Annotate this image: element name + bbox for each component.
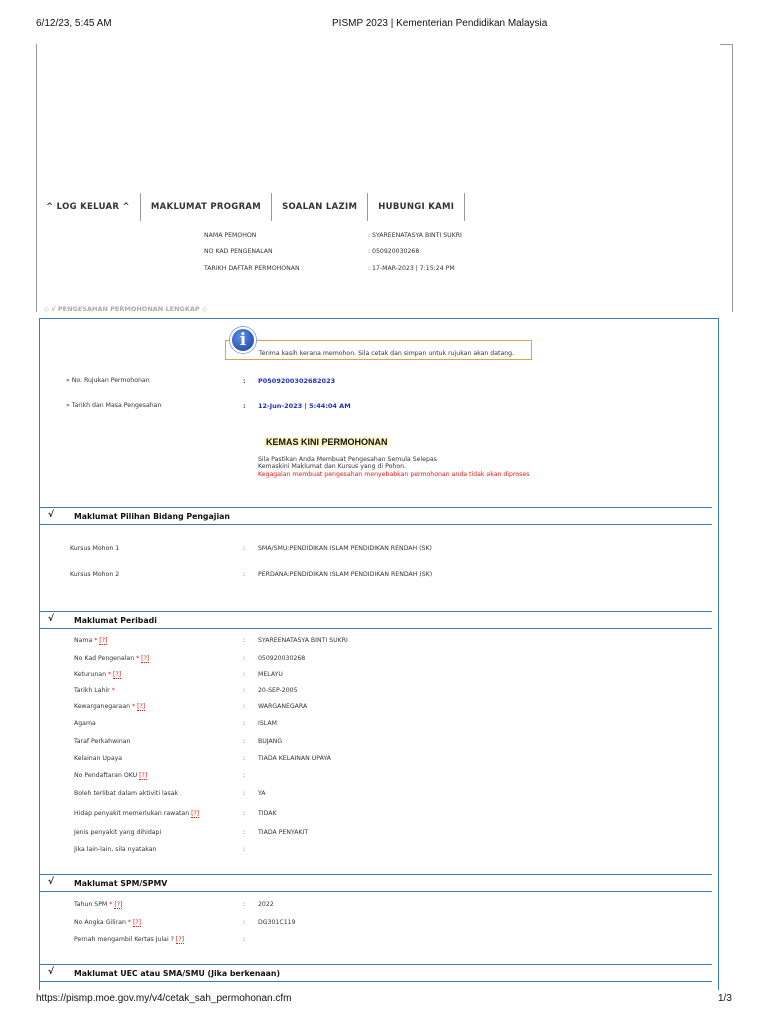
section-title: Maklumat Peribadi — [74, 616, 157, 625]
reference-number: P0509200302682023 — [258, 377, 336, 385]
applicant-ic-label: NO KAD PENGENALAN — [204, 248, 273, 255]
confirm-date-colon: : — [243, 402, 246, 410]
print-page-number: 1/3 — [718, 993, 732, 1004]
print-datetime: 6/12/23, 5:45 AM — [36, 18, 112, 29]
colon: : — [243, 687, 246, 694]
citizenship-label: Kewarganegaraan * [?] — [74, 703, 146, 710]
faq-link[interactable]: SOALAN LAZIM — [272, 193, 368, 221]
info-icon: i — [230, 327, 256, 353]
frame-top-border — [720, 44, 733, 45]
program-info-link[interactable]: MAKLUMAT PROGRAM — [141, 193, 272, 221]
colon: : — [243, 810, 246, 817]
colon: : — [243, 637, 246, 644]
race-value: MELAYU — [258, 671, 283, 678]
confirmation-heading: ◇ √ PENGESAHAN PERMOHONAN LENGKAP ◇ — [44, 305, 207, 313]
disability-value: TIADA KELAINAN UPAYA — [258, 755, 331, 762]
colon: : — [243, 738, 246, 745]
disability-label: Kelainan Upaya — [74, 755, 123, 762]
colon: : — [243, 755, 246, 762]
help-link[interactable]: [?] — [113, 671, 122, 678]
spm-year-value: 2022 — [258, 901, 274, 908]
applicant-name-label: NAMA PEMOHON — [204, 232, 257, 239]
applicant-name-value: : SYAREENATASYA BINTI SUKRI — [368, 232, 462, 239]
confirm-date-value: 12-Jun-2023 | 5:44:04 AM — [258, 402, 351, 410]
section-title: Maklumat UEC atau SMA/SMU (Jika berkenaan) — [74, 969, 281, 978]
section-title: Maklumat SPM/SPMV — [74, 879, 168, 888]
colon: : — [243, 919, 246, 926]
rugged-activity-label: Boleh terlibat dalam aktiviti lasak — [74, 790, 179, 797]
colon: : — [243, 901, 246, 908]
reference-colon: : — [243, 377, 246, 385]
name-label: Nama * [?] — [74, 637, 108, 644]
july-paper-label: Pernah mengambil Kertas Julai ? [?] — [74, 936, 185, 943]
thank-you-notice: Terima kasih kerana memohon. Sila cetak dan simpan untuk rujukan akan datang. — [225, 340, 532, 360]
reference-label: » No. Rujukan Permohonan — [66, 377, 150, 384]
ic-label: No Kad Pengenalan * [?] — [74, 655, 150, 662]
race-label: Keturunan * [?] — [74, 671, 122, 678]
help-link[interactable]: [?] — [99, 637, 108, 644]
index-number-value: DG301C119 — [258, 919, 296, 926]
ic-value: 050920030268 — [258, 655, 306, 662]
colon: : — [243, 772, 246, 779]
oku-label: No Pendaftaran OKU [?] — [74, 772, 148, 779]
confirm-date-label: » Tarikh dan Masa Pengesahan — [66, 402, 162, 409]
logout-link[interactable]: ^ LOG KELUAR ^ — [40, 193, 141, 221]
check-icon: √ — [48, 614, 55, 624]
update-warning: Kegagalan membuat pengesahan menyebabkan permohonan anda tidak akan diproses — [258, 471, 530, 478]
course-2-value: PERDANA:PENDIDIKAN ISLAM PENDIDIKAN RENDAH (SK) — [258, 571, 433, 578]
section-field-of-study — [40, 507, 712, 525]
check-icon: √ — [48, 510, 55, 520]
citizenship-value: WARGANEGARA — [258, 703, 308, 710]
section-personal — [40, 611, 712, 629]
disease-type-value: TIADA PENYAKIT — [258, 829, 309, 836]
help-link[interactable]: [?] — [141, 655, 150, 662]
register-date-label: TARIKH DAFTAR PERMOHONAN — [204, 265, 300, 272]
help-link[interactable]: [?] — [191, 810, 200, 817]
section-title: Maklumat Pilihan Bidang Pengajian — [74, 512, 230, 521]
disease-type-label: Jenis penyakit yang dihidapi — [74, 829, 162, 836]
section-spm — [40, 874, 712, 892]
section-uec — [40, 964, 712, 982]
contact-link[interactable]: HUBUNGI KAMI — [368, 193, 465, 221]
update-line-1: Sila Pastikan Anda Membuat Pengesahan Semula Selepas — [258, 456, 437, 463]
help-link[interactable]: [?] — [114, 901, 123, 908]
course-1-value: SMA/SMU:PENDIDIKAN ISLAM PENDIDIKAN RENDAH (SK) — [258, 545, 432, 552]
course-1-colon: : — [243, 545, 246, 552]
religion-value: ISLAM — [258, 720, 277, 727]
update-application-button[interactable]: KEMAS KINI PERMOHONAN — [266, 437, 388, 447]
illness-value: TIDAK — [258, 810, 277, 817]
colon: : — [243, 846, 246, 853]
update-line-2: Kemaskini Maklumat dan Kursus yang di Pohon. — [258, 463, 407, 470]
illness-label: Hidap penyakit memerlukan rawatan [?] — [74, 810, 200, 817]
help-link[interactable]: [?] — [137, 703, 146, 710]
colon: : — [243, 703, 246, 710]
applicant-ic-value: : 050920030268 — [368, 248, 420, 255]
course-2-label: Kursus Mohon 2 — [70, 571, 120, 578]
check-icon: √ — [48, 877, 55, 887]
print-title: PISMP 2023 | Kementerian Pendidikan Malaysia — [332, 18, 548, 29]
course-2-colon: : — [243, 571, 246, 578]
colon: : — [243, 720, 246, 727]
marital-label: Taraf Perkahwinan — [74, 738, 131, 745]
print-url: https://pismp.moe.gov.my/v4/cetak_sah_permohonan.cfm — [36, 993, 292, 1004]
help-link[interactable]: [?] — [175, 936, 185, 943]
help-link[interactable]: [?] — [139, 772, 148, 779]
birthdate-label: Tarikh Lahir * — [74, 687, 115, 694]
religion-label: Agama — [74, 720, 96, 727]
course-1-label: Kursus Mohon 1 — [70, 545, 120, 552]
help-link[interactable]: [?] — [132, 919, 142, 926]
check-icon: √ — [48, 967, 55, 977]
rugged-activity-value: YA — [258, 790, 266, 797]
main-nav — [40, 193, 465, 221]
index-number-label: No Angka Giliran * [?] — [74, 919, 142, 926]
register-date-value: : 17-MAR-2023 | 7:15:24 PM — [368, 265, 455, 272]
frame-right-border — [732, 44, 733, 312]
name-value: SYAREENATASYA BINTI SUKRI — [258, 637, 348, 644]
spm-year-label: Tahun SPM * [?] — [74, 901, 123, 908]
colon: : — [243, 790, 246, 797]
birthdate-value: 20-SEP-2005 — [258, 687, 298, 694]
colon: : — [243, 671, 246, 678]
frame-left-border — [36, 44, 37, 312]
colon: : — [243, 655, 246, 662]
colon: : — [243, 829, 246, 836]
other-label: Jika lain-lain, sila nyatakan — [74, 846, 157, 853]
marital-value: BUJANG — [258, 738, 283, 745]
colon: : — [243, 936, 246, 943]
